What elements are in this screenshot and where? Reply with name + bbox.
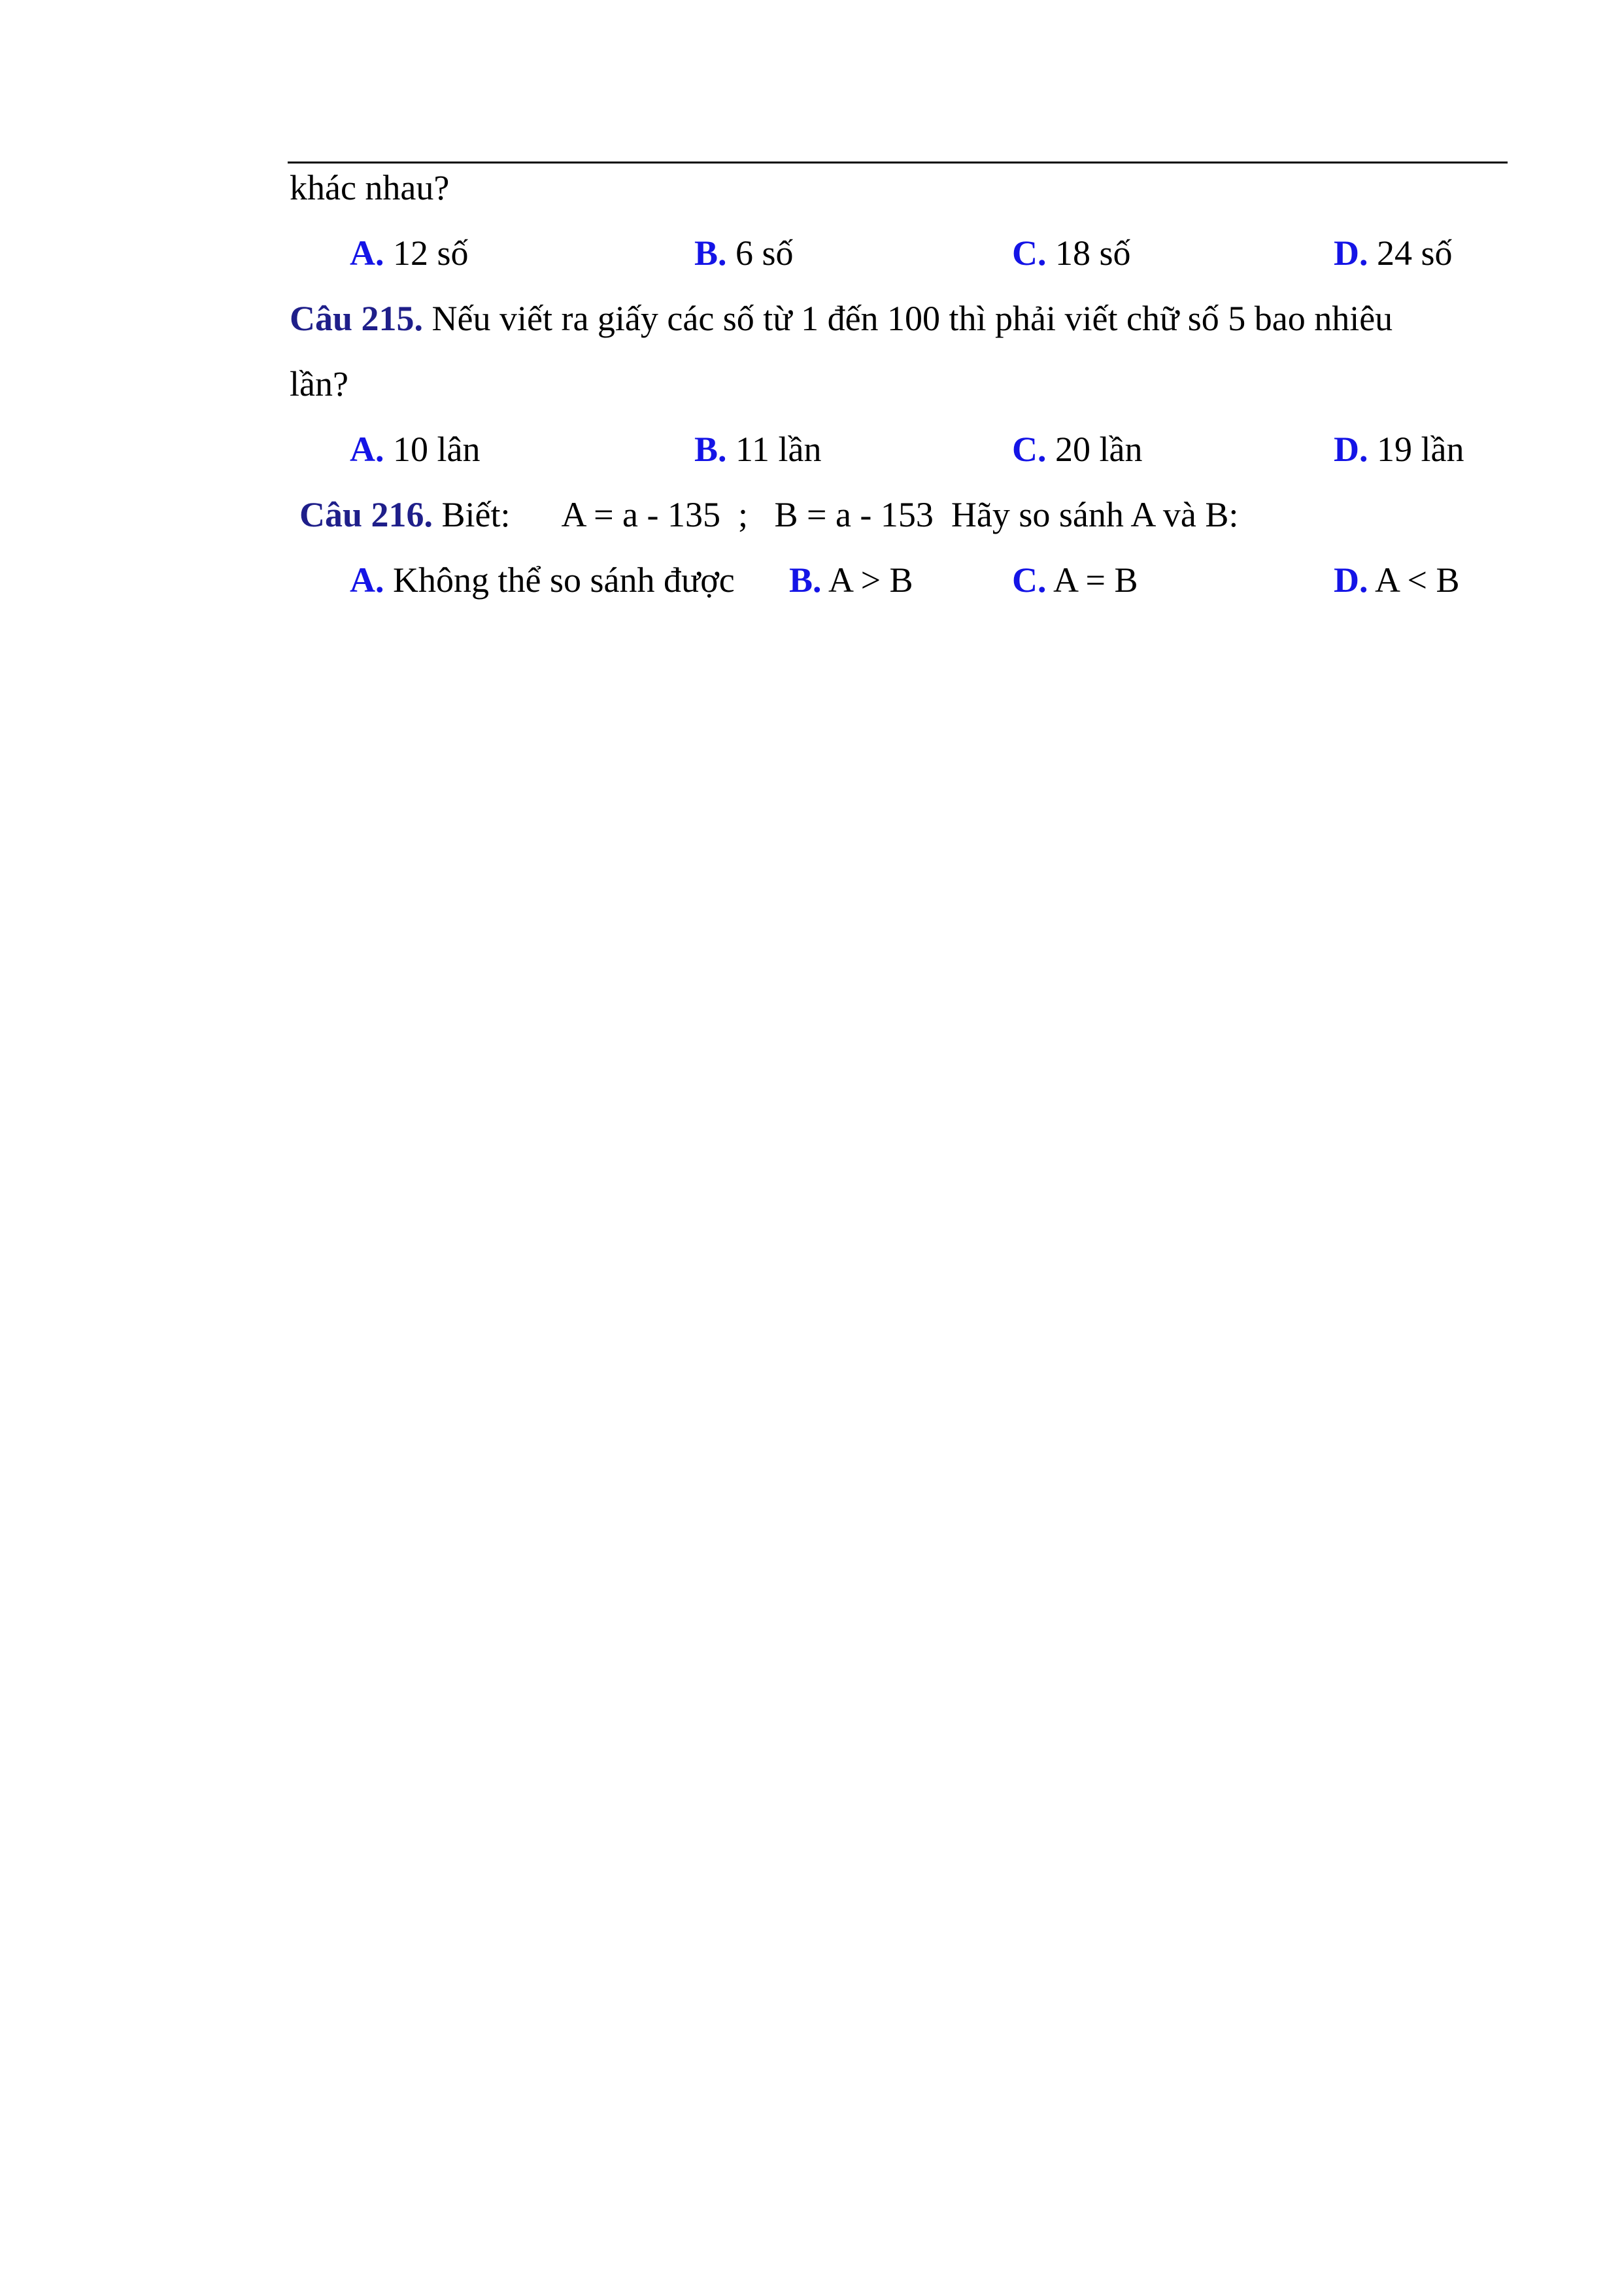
q214-option-a [350, 235, 469, 271]
q215-option-d [1334, 432, 1464, 467]
question-215-line-1 [290, 301, 1393, 336]
question-214-continuation [290, 170, 449, 205]
q214-option-b-letter: B. [694, 233, 727, 273]
q216-option-b-letter: B. [789, 560, 822, 600]
q215-option-c-text: 20 lần [1046, 430, 1143, 469]
q216-option-d-letter: D. [1334, 560, 1368, 600]
q214-option-c [1012, 235, 1131, 271]
question-215-line-2 [290, 366, 348, 402]
question-215-text-1: Nếu viết ra giấy các số từ 1 đến 100 thì phải viết chữ số 5 bao nhiêu [423, 299, 1393, 338]
q214-option-b [694, 235, 794, 271]
q214-option-d-text: 24 số [1368, 233, 1453, 273]
question-215-label: Câu 215. [290, 299, 424, 338]
question-214-text: khác nhau? [290, 168, 450, 207]
q216-option-a-letter: A. [350, 560, 384, 600]
q215-option-b-letter: B. [694, 430, 727, 469]
question-216-line [299, 497, 1238, 532]
header-rule [288, 162, 1508, 163]
q215-option-d-text: 19 lần [1368, 430, 1464, 469]
q215-option-a-letter: A. [350, 430, 384, 469]
q216-option-a-text: Không thể so sánh được [384, 560, 735, 600]
q215-option-d-letter: D. [1334, 430, 1368, 469]
q216-option-c-text: A = B [1046, 560, 1138, 600]
q215-option-a [350, 432, 480, 467]
q214-option-a-text: 12 số [384, 233, 469, 273]
question-215-text-2: lần? [290, 364, 348, 403]
q216-option-c [1012, 562, 1138, 598]
q214-option-a-letter: A. [350, 233, 384, 273]
q216-option-b-text: A > B [821, 560, 913, 600]
q216-option-c-letter: C. [1012, 560, 1047, 600]
q216-option-a [350, 562, 735, 598]
q215-option-c [1012, 432, 1142, 467]
q214-option-c-text: 18 số [1046, 233, 1131, 273]
q215-option-a-text: 10 lân [384, 430, 481, 469]
q215-option-b-text: 11 lần [726, 430, 822, 469]
q214-option-d-letter: D. [1334, 233, 1368, 273]
q215-option-c-letter: C. [1012, 430, 1047, 469]
q214-option-c-letter: C. [1012, 233, 1047, 273]
q216-option-b [789, 562, 913, 598]
q215-option-b [694, 432, 822, 467]
q214-option-d [1334, 235, 1453, 271]
q214-option-b-text: 6 số [726, 233, 794, 273]
question-216-text: Biết: A = a - 135 ; B = a - 153 Hãy so sánh A và B: [433, 495, 1239, 534]
q216-option-d-text: A < B [1368, 560, 1460, 600]
q216-option-d [1334, 562, 1460, 598]
question-216-label: Câu 216. [299, 495, 433, 534]
